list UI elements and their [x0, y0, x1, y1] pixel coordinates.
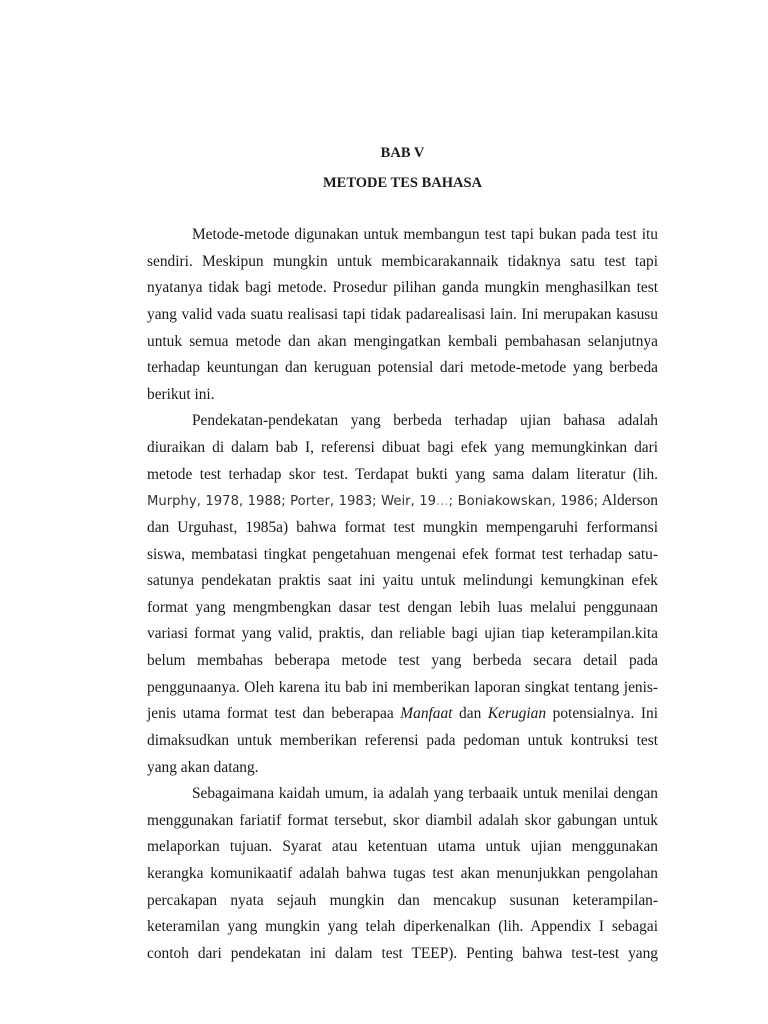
- paragraph-2-line-1: Pendekatan-pendekatan yang berbeda terhadap ujian bahasa adalah: [192, 412, 658, 429]
- paragraph-2-line-12: [147, 703, 658, 725]
- citation-trailing-text: Alderson: [598, 492, 658, 509]
- paragraph-2-line-10: belum membahas beberapa metode test yang berbeda secara detail pada: [147, 652, 658, 669]
- paragraph-1-line-1: Metode-metode digunakan untuk membangun test tapi bukan pada test itu: [192, 226, 658, 243]
- paragraph-2-line-3: metode test terhadap skor test. Terdapat bukti yang sama dalam literatur (lih.: [147, 466, 658, 483]
- paragraph-2-line-6: siswa, membatasi tingkat pengetahuan mengenai efek format test terhadap satu-: [147, 546, 658, 563]
- paragraph-2-line-8: format yang mengmbengkan dasar test dengan lebih luas melalui penggunaan: [147, 599, 658, 616]
- paragraph-2-line-11: penggunaanya. Oleh karena itu bab ini memberikan laporan singkat tentang jenis-: [147, 679, 658, 696]
- emphasis-kerugian: Kerugian: [487, 705, 547, 722]
- paragraph-2-line-4: [147, 490, 658, 512]
- chapter-label: BAB V: [380, 145, 425, 161]
- ellipsis-mark: ...: [436, 494, 449, 509]
- line-text-pre: jenis utama format test dan beberapaa: [147, 705, 401, 722]
- paragraph-3-line-7: contoh dari pendekatan ini dalam test TEEP). Penting bahwa test-test yang: [147, 945, 658, 962]
- paragraph-3-line-6: keteramilan yang mungkin yang telah diperkenalkan (lih. Appendix I sebagai: [147, 918, 658, 935]
- line-text-mid: dan: [452, 705, 488, 722]
- paragraph-2-line-2: diuraikan di dalam bab I, referensi dibuat bagi efek yang memungkinkan dari: [147, 439, 658, 456]
- chapter-title: METODE TES BAHASA: [322, 175, 482, 191]
- paragraph-3-line-3: melaporkan tujuan. Syarat atau ketentuan utama untuk ujian menggunakan: [147, 838, 658, 855]
- paragraph-1-line-7: berikut ini.: [147, 386, 215, 403]
- paragraph-1-line-3: nyatanya tidak bagi metode. Prosedur pilihan ganda mungkin menghasilkan test: [147, 279, 658, 296]
- paragraph-3-line-4: kerangka komunikaatif adalah bahwa tugas test akan menunjukkan pengolahan: [147, 865, 658, 882]
- citation-list: Murphy, 1978, 1988; Porter, 1983; Weir, 19: [147, 494, 437, 509]
- paragraph-2-line-9: variasi format yang valid, praktis, dan reliable bagi ujian tiap keterampilan.kita: [147, 625, 658, 642]
- paragraph-1-line-6: terhadap keuntungan dan keruguan potensial dari metode-metode yang berbeda: [147, 359, 658, 376]
- paragraph-2-line-5: dan Urguhast, 1985a) bahwa format test mungkin mempengaruhi ferformansi: [147, 519, 658, 536]
- emphasis-manfaat: Manfaat: [400, 705, 453, 722]
- paragraph-3-line-1: Sebagaimana kaidah umum, ia adalah yang terbaaik untuk menilai dengan: [192, 785, 658, 802]
- paragraph-3-line-2: menggunakan fariatif format tersebut, skor diambil adalah skor gabungan untuk: [147, 812, 658, 829]
- paragraph-1-line-4: yang valid vada suatu realisasi tapi tidak padarealisasi lain. Ini merupakan kasusu: [147, 306, 658, 323]
- paragraph-1-line-2: sendiri. Meskipun mungkin untuk membicarakannaik tidaknya satu test tapi: [147, 253, 658, 270]
- paragraph-1-line-5: untuk semua metode dan akan mengingatkan kembali pembahasan selanjutnya: [147, 333, 658, 350]
- paragraph-2-line-7: satunya pendekatan praktis saat ini yaitu untuk melindungi kemungkinan efek: [147, 572, 658, 589]
- paragraph-2-line-14: yang akan datang.: [147, 759, 259, 776]
- paragraph-3-line-5: percakapan nyata sejauh mungkin dan mencakup susunan keterampilan-: [147, 892, 658, 909]
- citation-list-end: ; Boniakowskan, 1986;: [448, 494, 599, 509]
- paragraph-2-line-13: dimaksudkan untuk memberikan referensi pada pedoman untuk kontruksi test: [147, 732, 658, 749]
- line-text-post: potensialnya. Ini: [546, 705, 658, 722]
